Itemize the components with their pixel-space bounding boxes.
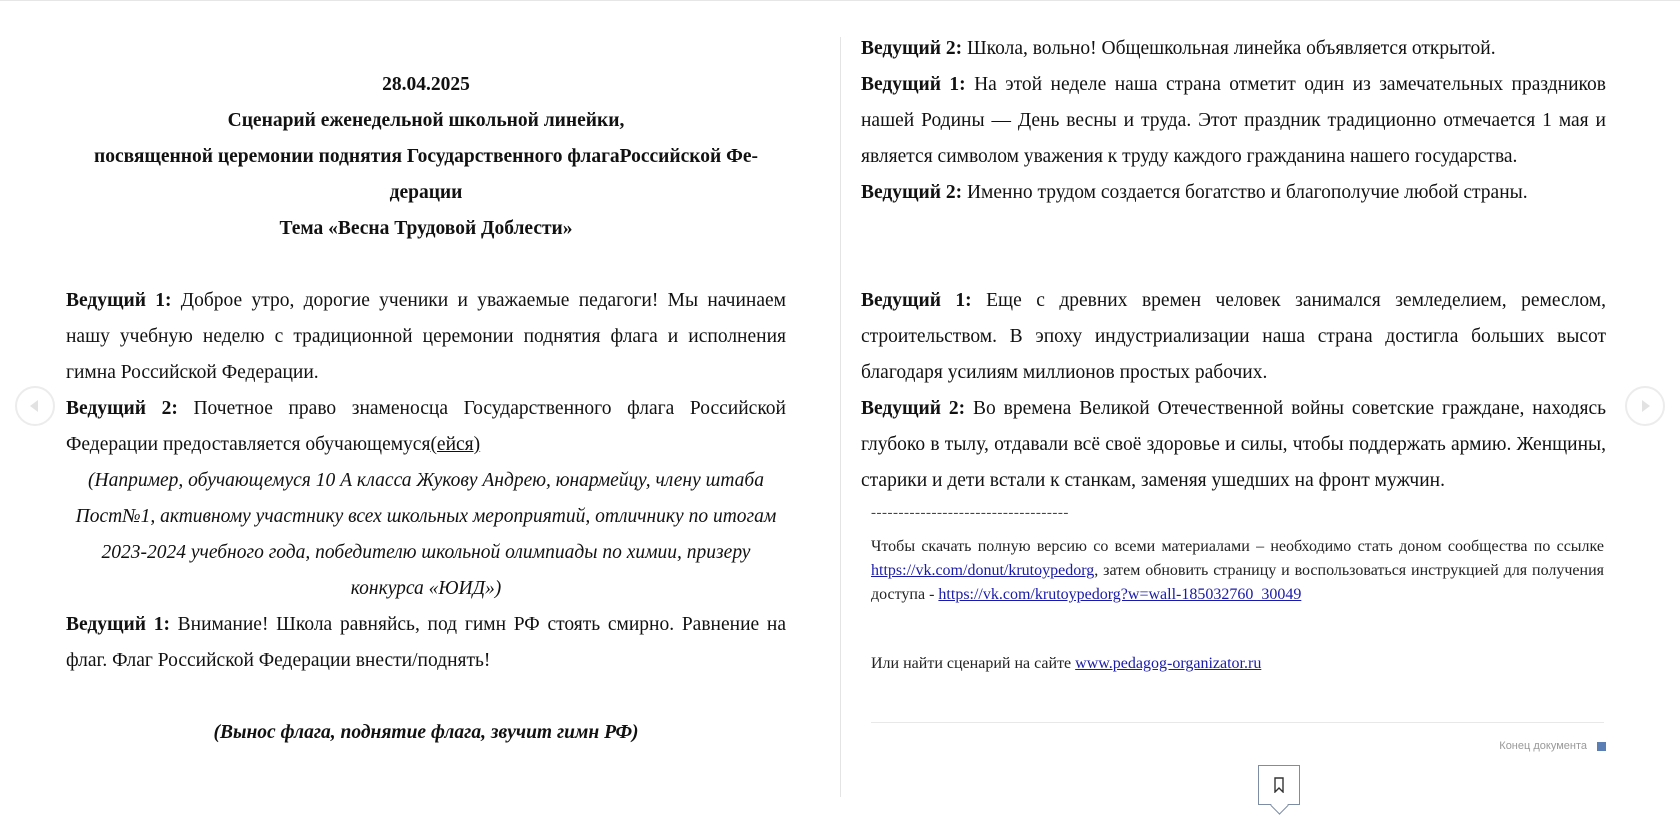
title-line-3: дерации bbox=[389, 182, 463, 203]
page-left bbox=[66, 1, 786, 801]
paragraph-speaker-2-flagbearer bbox=[66, 391, 786, 463]
promo-block bbox=[871, 499, 1604, 723]
paragraph-text: Школа, вольно! Общешкольная линейка объявляется открытой. bbox=[962, 38, 1496, 59]
paragraph-speaker-2-war bbox=[861, 391, 1606, 499]
paragraph-speaker-2-labor bbox=[861, 175, 1606, 211]
page-divider bbox=[840, 37, 841, 797]
next-page-button[interactable] bbox=[1625, 386, 1665, 426]
example-note: (Например, обучающемуся 10 А класса Жукову Андрею, юнармейцу, члену штаба Пост№1, активному участнику всех школьных мероприятий, отличнику по итогам 2023-2024 учебного года, победителю школьной олимпиады по химии, призеру конкурса «ЮИД») bbox=[75, 470, 777, 599]
promo-text-middle: , затем обновить страницу и воспользоваться инструкцией для получения доступа - bbox=[871, 562, 1604, 603]
speaker-label: Ведущий 2: bbox=[861, 182, 963, 203]
paragraph-speaker-1-holiday bbox=[861, 67, 1606, 175]
speaker-label: Ведущий 2: bbox=[861, 398, 966, 419]
speaker-label: Ведущий 1: bbox=[861, 290, 972, 311]
stage-direction: (Вынос флага, поднятие флага, звучит гимн РФ) bbox=[213, 722, 639, 743]
document-date: 28.04.2025 bbox=[382, 74, 470, 95]
end-of-document bbox=[1499, 740, 1606, 752]
site-line bbox=[871, 652, 1604, 676]
end-rule bbox=[871, 722, 1604, 723]
chevron-right-icon bbox=[1637, 398, 1653, 414]
title-line-2: посвященной церемонии поднятия Государственного флагаРоссийской Фе- bbox=[93, 146, 759, 167]
paragraph-text: На этой неделе наша страна отметит один из замечательных праздников нашей Родины — День весны и труда. Этот праздник традиционно отмечается 1 мая и является символом уважения к труду каждого гражданина нашего государства. bbox=[861, 74, 1606, 167]
title-line-1: Сценарий еженедельной школьной линейки, bbox=[227, 110, 625, 131]
promo-text bbox=[871, 535, 1604, 607]
wall-link[interactable]: https://vk.com/krutoypedorg?w=wall-185032760_30049 bbox=[938, 586, 1302, 603]
end-marker-icon bbox=[1597, 742, 1606, 751]
site-text: Или найти сценарий на сайте bbox=[871, 655, 1076, 672]
paragraph-text: Именно трудом создается богатство и благополучие любой страны. bbox=[962, 182, 1528, 203]
paragraph-text: Почетное право знаменосца Государственного флага Российской Федерации предоставляется обучающемуся bbox=[66, 398, 786, 455]
paragraph-speaker-2-open bbox=[861, 31, 1606, 67]
chevron-left-icon bbox=[27, 398, 43, 414]
page-right bbox=[861, 1, 1606, 801]
site-link[interactable]: www.pedagog-organizator.ru bbox=[1075, 655, 1262, 672]
promo-text-before: Чтобы скачать полную версию со всеми материалами – необходимо стать доном сообщества по ссылке bbox=[871, 538, 1604, 555]
paragraph-text: Внимание! Школа равняйсь, под гимн РФ стоять смирно. Равнение на флаг. Флаг Российской Федерации внести/поднять! bbox=[66, 614, 786, 671]
theme-line: Тема «Весна Трудовой Доблести» bbox=[279, 218, 573, 239]
paragraph-speaker-1-attention bbox=[66, 607, 786, 679]
paragraph-text: Доброе утро, дорогие ученики и уважаемые педагоги! Мы начинаем нашу учебную неделю с традиционной церемонии поднятия флага и исполнения гимна Российской Федерации. bbox=[66, 290, 786, 383]
gender-suffix: (ейся) bbox=[430, 434, 481, 455]
paragraph-speaker-1-history bbox=[861, 283, 1606, 391]
donut-link[interactable]: https://vk.com/donut/krutoypedorg bbox=[871, 562, 1095, 579]
paragraph-speaker-1-greeting bbox=[66, 283, 786, 391]
speaker-label: Ведущий 1: bbox=[861, 74, 966, 95]
bookmark-button[interactable] bbox=[1258, 765, 1300, 805]
speaker-label: Ведущий 2: bbox=[66, 398, 178, 419]
speaker-label: Ведущий 2: bbox=[861, 38, 963, 59]
speaker-label: Ведущий 1: bbox=[66, 290, 172, 311]
paragraph-text: Еще с древних времен человек занимался земледелием, ремеслом, строительством. В эпоху индустриализации наша страна достигла больших высот благодаря усилиям миллионов простых рабочих. bbox=[861, 290, 1606, 383]
paragraph-text: Во времена Великой Отечественной войны советские граждане, находясь глубоко в тылу, отдавали всё своё здоровье и силы, чтобы поддержать армию. Женщины, старики и дети встали к станкам, заменяя ушедших на фронт мужчин. bbox=[861, 398, 1606, 491]
bookmark-icon bbox=[1273, 777, 1285, 793]
speaker-label: Ведущий 1: bbox=[66, 614, 170, 635]
end-of-document-label: Конец документа bbox=[1499, 740, 1587, 752]
separator-dashes: ------------------------------------ bbox=[871, 505, 1069, 521]
previous-page-button[interactable] bbox=[15, 386, 55, 426]
